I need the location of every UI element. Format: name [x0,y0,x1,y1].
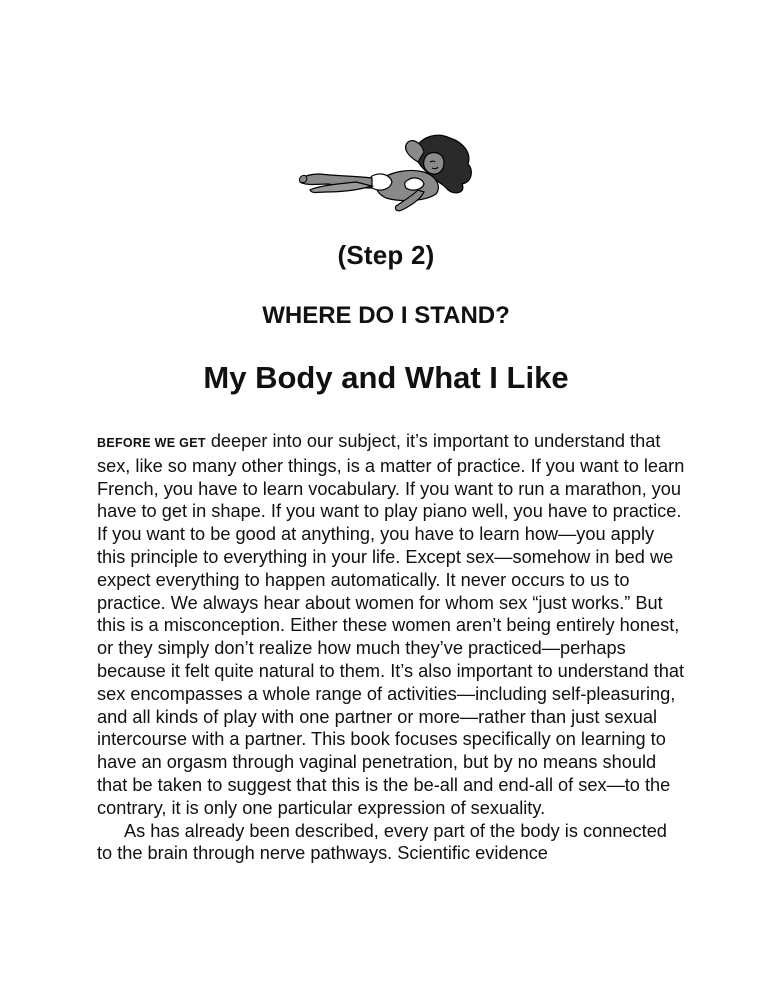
paragraph-1-text: deeper into our subject, it’s important to understand that sex, like so many other things, is a matter of practice. If you want to learn French, you have to learn vocabulary. If you want to run a marathon, you have to get in shape. If you want to play piano well, you have to practice. If you want to be good at anything, you have to learn how—you apply this principle to everything in your life. Except sex—somehow in bed we expect everything to happen automatically. It never occurs to us to practice. We always hear about women for whom sex “just works.” But this is a misconception. Either these women aren’t being entirely honest, or they simply don’t realize how much they’ve practiced—perhaps because it felt quite natural to them. It’s also important to understand that sex encompasses a whole range of activities—including self-pleasuring, and all kinds of play with one partner or more—rather than just sexual intercourse with a partner. This book focuses specifically on learning to have an orgasm through vaginal penetration, but by no means should that be taken to suggest that this is the be-all and end-all of sex—to the contrary, it is only one particular expression of sexuality. [97,431,685,818]
chapter-title: My Body and What I Like [203,360,569,395]
body-text [97,430,687,865]
paragraph-2: As has already been described, every part of the body is connected to the brain through nerve pathways. Scientific evidence [97,820,667,864]
lead-in-smallcaps: BEFORE WE GET [97,436,206,450]
reclining-woman-illustration [296,126,476,220]
chapter-kicker: WHERE DO I STAND? [262,302,510,329]
paragraph-1 [97,430,687,820]
bikini-top-shape [405,178,424,190]
step-label: (Step 2) [337,240,435,270]
face-shape [424,153,444,175]
foot-shape [299,175,306,182]
